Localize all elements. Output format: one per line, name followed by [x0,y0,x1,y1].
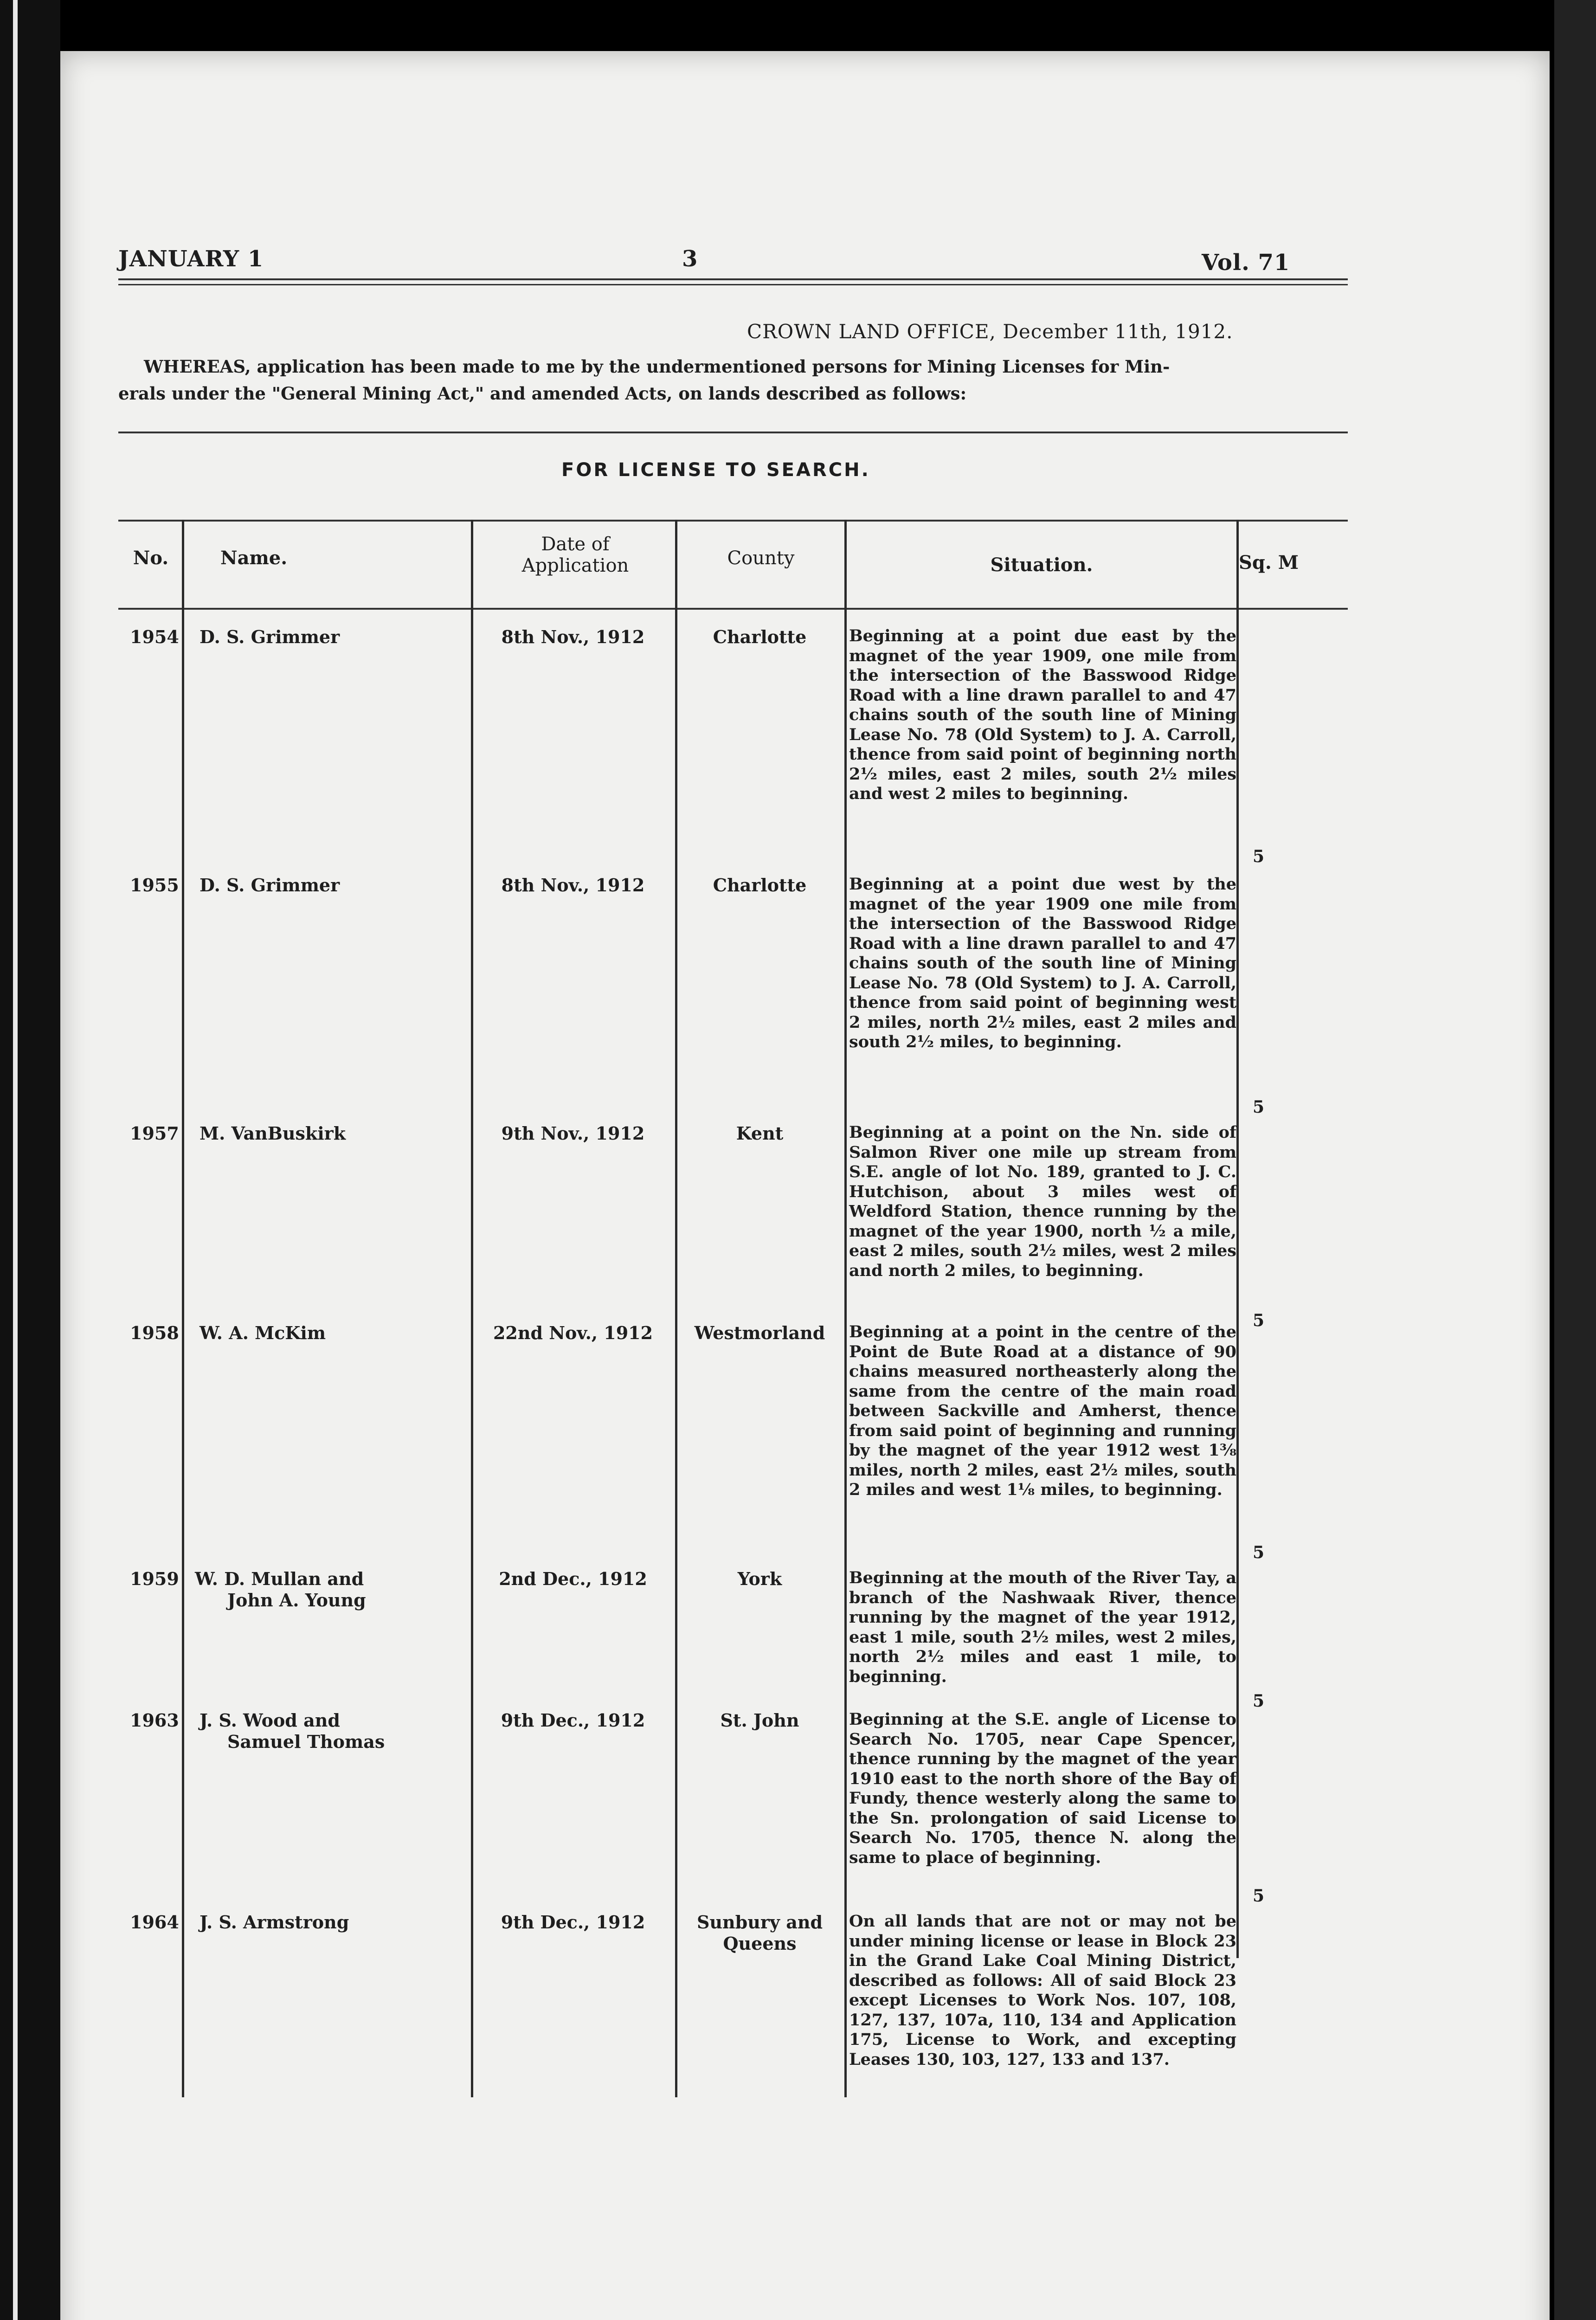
row-number: 1958 [130,1322,179,1343]
running-head-date: JANUARY 1 [118,246,264,272]
spine-edge-line [13,0,18,2320]
column-divider-no [182,520,184,2097]
column-header-sq: Sq. M [1239,552,1299,574]
row-sq: 5 [1253,1886,1265,1906]
row-date: 2nd Dec., 1912 [499,1568,647,1589]
row-date: 8th Nov., 1912 [501,875,645,896]
table-top-rule [118,520,1348,522]
row-county: Sunbury and [696,1912,823,1933]
column-header-date-line2: Application [521,555,629,576]
section-title: FOR LICENSE TO SEARCH. [561,459,870,481]
row-situation: Beginning at the S.E. angle of License to Search No. 1705, near Cape Spencer, thence running by the magnet of the year 1910 east to the north shore of the Bay of Fundy, thence westerly along the same to the Sn. prolongation of said License to Search No. 1705, thence N. along the same to place of beginning. [849,1710,1236,1867]
row-number: 1954 [130,626,179,647]
row-date: 9th Dec., 1912 [501,1710,645,1731]
row-name-continued: Samuel Thomas [227,1731,385,1752]
column-header-date-line1: Date of [541,534,610,555]
page-number: 3 [682,246,698,272]
row-situation: On all lands that are not or may not be under mining license or lease in Block 23 in the Grand Lake Coal Mining District, described as follows: All of said Block 23 except Licenses to Work Nos. 107, 108, 127, 137, 107a, 110, 134 and Application 175, License to Work, and excepting Leases 130, 103, 127, 133 and 137. [849,1912,1236,2069]
column-divider-date [675,520,677,2097]
column-header-county: County [727,548,795,569]
row-county-continued: Queens [723,1933,797,1954]
row-name: D. S. Grimmer [200,875,340,896]
row-name: D. S. Grimmer [200,626,340,647]
row-number: 1957 [130,1123,179,1144]
column-divider-county [844,520,847,2097]
volume-number: Vol. 71 [1202,250,1290,276]
row-situation: Beginning at the mouth of the River Tay, a branch of the Nashwaak River, thence running by the magnet of the year 1912, east 1 mile, south 2½ miles, west 2 miles, north 2½ miles and east 1 mile, to beginning. [849,1568,1236,1686]
header-rule-top [118,278,1348,280]
row-sq: 5 [1253,1097,1265,1117]
column-divider-name [471,520,473,2097]
row-situation: Beginning at a point in the centre of the Point de Bute Road at a distance of 90 chains measured northeasterly along the same from the centre of the main road between Sackville and Amherst, thence from said point of beginning and running by the magnet of the year 1912 west 1⅜ miles, north 2 miles, east 2½ miles, south 2 miles and west 1⅛ miles, to beginning. [849,1322,1236,1499]
row-county: Kent [736,1123,784,1144]
row-name: J. S. Armstrong [200,1912,349,1933]
row-situation: Beginning at a point due east by the magnet of the year 1909, one mile from the intersection of the Basswood Ridge Road with a line drawn parallel to and 47 chains south of the south line of Mining Lease No. 78 (Old System) to J. A. Carroll, thence from said point of beginning north 2½ miles, east 2 miles, south 2½ miles and west 2 miles to beginning. [849,626,1236,803]
row-name: W. A. McKim [200,1322,326,1343]
row-county: Westmorland [694,1322,825,1343]
row-name: J. S. Wood and [200,1710,340,1731]
row-sq: 5 [1253,1543,1265,1562]
row-county: St. John [720,1710,799,1731]
row-date: 22nd Nov., 1912 [493,1322,653,1343]
column-header-situation: Situation. [990,554,1093,576]
row-date: 8th Nov., 1912 [501,626,645,647]
notice-rule [118,432,1348,433]
row-name: W. D. Mullan and [195,1568,364,1589]
preamble-line-1: WHEREAS, application has been made to me by the undermentioned persons for Mining Licenses for Min- [144,356,1170,377]
row-number: 1955 [130,875,179,896]
row-number: 1963 [130,1710,179,1731]
row-name-continued: John A. Young [227,1590,366,1611]
document-page [60,51,1550,2320]
office-line: CROWN LAND OFFICE, December 11th, 1912. [747,320,1233,343]
preamble-line-2: erals under the "General Mining Act," and amended Acts, on lands described as follows: [118,383,967,404]
column-divider-situation [1236,520,1239,1958]
row-name: M. VanBuskirk [200,1123,346,1144]
row-county: York [737,1568,782,1589]
row-number: 1964 [130,1912,179,1933]
row-number: 1959 [130,1568,179,1589]
book-spine [0,0,60,2320]
row-sq: 5 [1253,1691,1265,1711]
row-date: 9th Nov., 1912 [501,1123,645,1144]
row-sq: 5 [1253,847,1265,866]
row-sq: 5 [1253,1311,1265,1330]
row-county: Charlotte [713,875,807,896]
page-right-edge [1554,0,1596,2320]
header-rule-bottom [118,284,1348,285]
row-situation: Beginning at a point due west by the magnet of the year 1909 one mile from the intersection of the Basswood Ridge Road with a line drawn parallel to and 47 chains south of the south line of Mining Lease No. 78 (Old System) to J. A. Carroll, thence from said point of beginning west 2 miles, north 2½ miles, east 2 miles and south 2½ miles, to beginning. [849,875,1236,1051]
table-header-rule [118,608,1348,610]
row-date: 9th Dec., 1912 [501,1912,645,1933]
row-situation: Beginning at a point on the Nn. side of Salmon River one mile up stream from S.E. angle of lot No. 189, granted to J. C. Hutchison, about 3 miles west of Weldford Station, thence running by the magnet of the year 1900, north ½ a mile, east 2 miles, south 2½ miles, west 2 miles and north 2 miles, to beginning. [849,1123,1236,1280]
row-county: Charlotte [713,626,807,647]
column-header-name: Name. [220,547,288,569]
column-header-no: No. [133,547,169,569]
